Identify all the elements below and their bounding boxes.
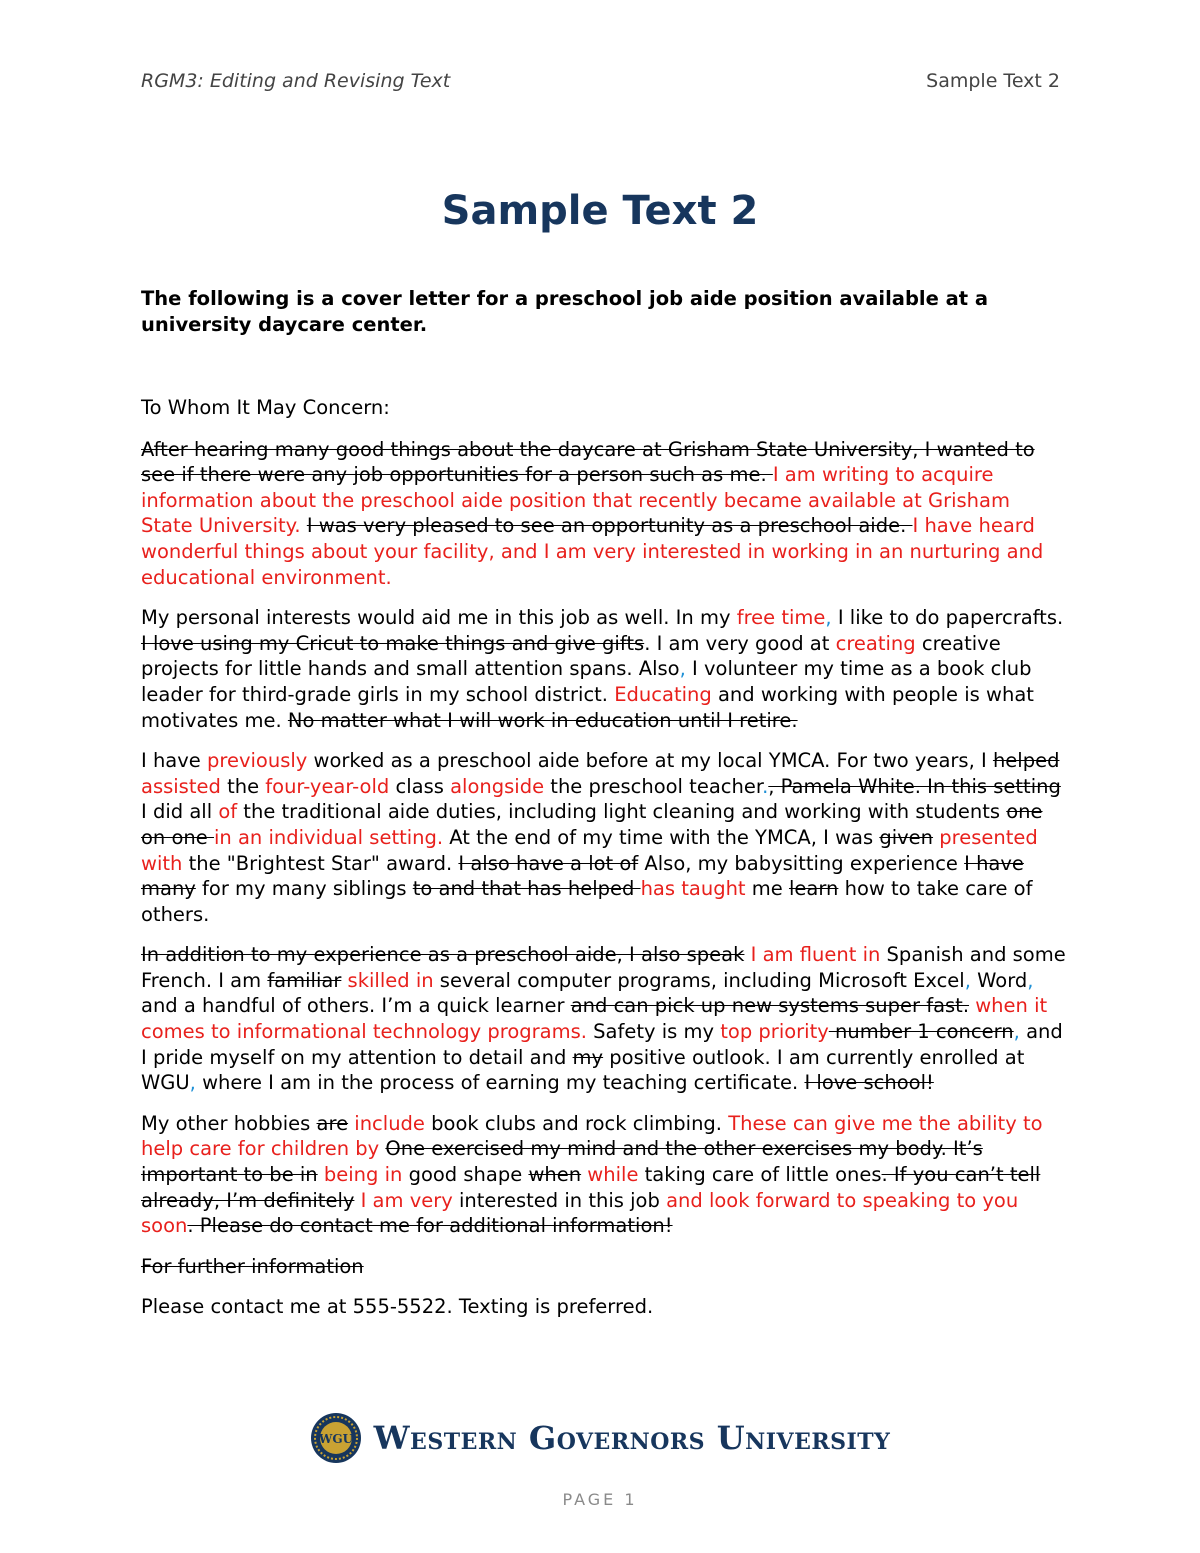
body-text: the preschool teacher <box>544 774 763 798</box>
wgu-wordmark: Western Governors University <box>373 1419 891 1457</box>
body-text: several computer programs, including Microsoft Excel <box>433 968 965 992</box>
deleted-text: are <box>316 1111 349 1135</box>
letter-paragraph <box>141 1254 1066 1280</box>
body-text: and a handful of others. I’m a quick learner <box>141 994 571 1018</box>
inserted-text: Educating <box>614 682 712 706</box>
body-text: My personal interests would aid me in this job as well. In my <box>141 606 737 630</box>
deleted-text: to and that has helped <box>412 877 641 901</box>
deleted-text: . Please do contact me for additional information! <box>187 1214 673 1238</box>
inserted-text: include <box>348 1111 425 1135</box>
deleted-text: learn <box>788 877 839 901</box>
body-text: the <box>220 774 266 798</box>
deleted-text: when <box>528 1163 582 1187</box>
salutation: To Whom It May Concern: <box>141 396 390 419</box>
letter-paragraph <box>141 748 1066 927</box>
body-text: Word <box>970 968 1028 992</box>
body-text: how to take care of others. <box>141 877 1033 926</box>
inserted-text: , <box>964 968 971 992</box>
wgu-seal-icon <box>310 1412 362 1464</box>
deleted-text: I also have a lot of <box>458 851 639 875</box>
deleted-text: helped <box>992 749 1060 773</box>
body-text: for my many siblings <box>195 877 413 901</box>
inserted-text: of <box>218 800 238 824</box>
body-text: Please contact me at 555-5522. Texting is preferred. <box>141 1295 654 1319</box>
body-text: My other hobbies <box>141 1111 317 1135</box>
letter-paragraph <box>141 942 1066 1096</box>
wgu-logo <box>0 1412 1200 1464</box>
body-text: worked as a preschool aide before at my local YMCA. For two years, I <box>307 749 993 773</box>
body-text: good shape <box>402 1163 529 1187</box>
letter-paragraph <box>141 605 1066 733</box>
body-text: Safety is my <box>586 1020 721 1044</box>
inserted-text: presented with <box>141 825 1038 875</box>
letter-paragraph <box>141 1111 1066 1239</box>
inserted-text: These can give me the ability to help care for children by <box>141 1111 1043 1161</box>
body-text: Spanish and some French. I am <box>141 943 1066 992</box>
inserted-text: while <box>581 1163 639 1187</box>
inserted-text: , <box>1013 1020 1020 1044</box>
body-text: the "Brightest Star" award. <box>182 851 459 875</box>
body-text: Also, my babysitting experience <box>638 851 965 875</box>
body-text: taking care of little ones <box>638 1163 882 1187</box>
deleted-text: familiar <box>267 968 342 992</box>
inserted-text: I am fluent in <box>744 943 881 967</box>
inserted-text: previously <box>207 749 308 773</box>
intro-text: The following is a cover letter for a preschool job aide position available at a university daycare center. <box>141 287 989 336</box>
inserted-text: four-year-old <box>265 774 390 798</box>
inserted-text: in an individual setting. <box>213 825 444 849</box>
inserted-text: being in <box>317 1163 403 1187</box>
inserted-text: I am writing to acquire information about the preschool aide position that recently became available at Grisham State University. <box>141 463 1010 538</box>
body-text: I volunteer my time as a book club leader for third-grade girls in my school district. <box>141 657 1032 706</box>
cover-letter-body <box>141 395 1066 1335</box>
seal-monogram: WGU <box>318 1432 353 1446</box>
inserted-text: , <box>1027 968 1034 992</box>
inserted-text: I am very <box>354 1188 453 1212</box>
document-title: Sample Text 2 <box>441 188 759 234</box>
body-text: the traditional aide duties, including light cleaning and working with students <box>237 800 1007 824</box>
deleted-text: my <box>572 1045 604 1069</box>
inserted-text: skilled in <box>341 968 434 992</box>
inserted-text: alongside <box>450 774 545 798</box>
inserted-text: creating <box>835 631 916 655</box>
inserted-text: has taught <box>640 877 746 901</box>
deleted-text: I love school! <box>804 1071 934 1095</box>
letter-paragraph <box>141 1294 1066 1320</box>
deleted-text: After hearing many good things about the daycare at Grisham State University, I wanted to see if there were any job opportunities for a person such as me. <box>141 437 1035 487</box>
inserted-text: . <box>762 774 769 798</box>
deleted-text: . If you can’t tell already, I’m definitely <box>141 1163 1041 1212</box>
body-text: At the end of my time with the YMCA, I was <box>443 825 880 849</box>
letter-paragraphs <box>141 437 1066 1320</box>
deleted-text: number 1 concern <box>828 1020 1014 1044</box>
deleted-text: given <box>879 825 934 849</box>
body-text: class <box>389 774 451 798</box>
deleted-text: I was very pleased to see an opportunity as a preschool aide. <box>306 514 913 538</box>
deleted-text: one on one <box>141 800 1043 849</box>
body-text: interested in this job <box>452 1188 667 1212</box>
inserted-text: free time <box>736 606 826 630</box>
inserted-text: top priority <box>720 1020 829 1044</box>
inserted-text: and look forward to speaking to you soon <box>141 1188 1019 1238</box>
deleted-text: and can pick up new systems super fast. <box>570 994 970 1018</box>
deleted-text: , Pamela White. In this setting <box>768 774 1061 798</box>
body-text: positive outlook. I am currently enrolled at WGU <box>141 1045 1025 1095</box>
body-text: where I am in the process of earning my teaching certificate. <box>195 1071 805 1095</box>
inserted-text: assisted <box>141 774 221 798</box>
inserted-text: , <box>189 1071 196 1095</box>
inserted-text: , <box>825 606 832 630</box>
body-text: and I pride myself on my attention to detail and <box>141 1020 1063 1069</box>
body-text: and working with people is what motivates me. <box>141 682 1034 732</box>
body-text: . I am very good at <box>644 631 836 655</box>
body-text: creative projects for little hands and small attention spans. Also <box>141 631 1001 681</box>
inserted-text: when it comes to informational technology programs. <box>141 994 1048 1044</box>
deleted-text: For further information <box>141 1254 364 1278</box>
body-text: book clubs and rock climbing. <box>424 1111 729 1135</box>
body-text: I did all <box>141 800 219 824</box>
header-section: Sample Text 2 <box>926 70 1060 92</box>
deleted-text: No matter what I will work in education until I retire. <box>287 708 798 732</box>
body-text: me <box>745 877 789 901</box>
page-number: PAGE 1 <box>562 1490 638 1509</box>
letter-paragraph <box>141 437 1066 591</box>
inserted-text: I have heard wonderful things about your facility, and I am very interested in working in an nurturing and educational environment. <box>141 514 1044 589</box>
deleted-text: In addition to my experience as a preschool aide, I also speak <box>141 943 745 967</box>
inserted-text: , <box>679 657 686 681</box>
header-course: RGM3: Editing and Revising Text <box>141 70 451 92</box>
deleted-text: One exercised my mind and the other exercises my body. It’s important to be in <box>141 1137 983 1187</box>
deleted-text: I have many <box>141 851 1024 901</box>
body-text: I like to do papercrafts. <box>831 606 1064 630</box>
body-text: I have <box>141 749 207 773</box>
deleted-text: I love using my Cricut to make things and give gifts <box>141 631 645 655</box>
